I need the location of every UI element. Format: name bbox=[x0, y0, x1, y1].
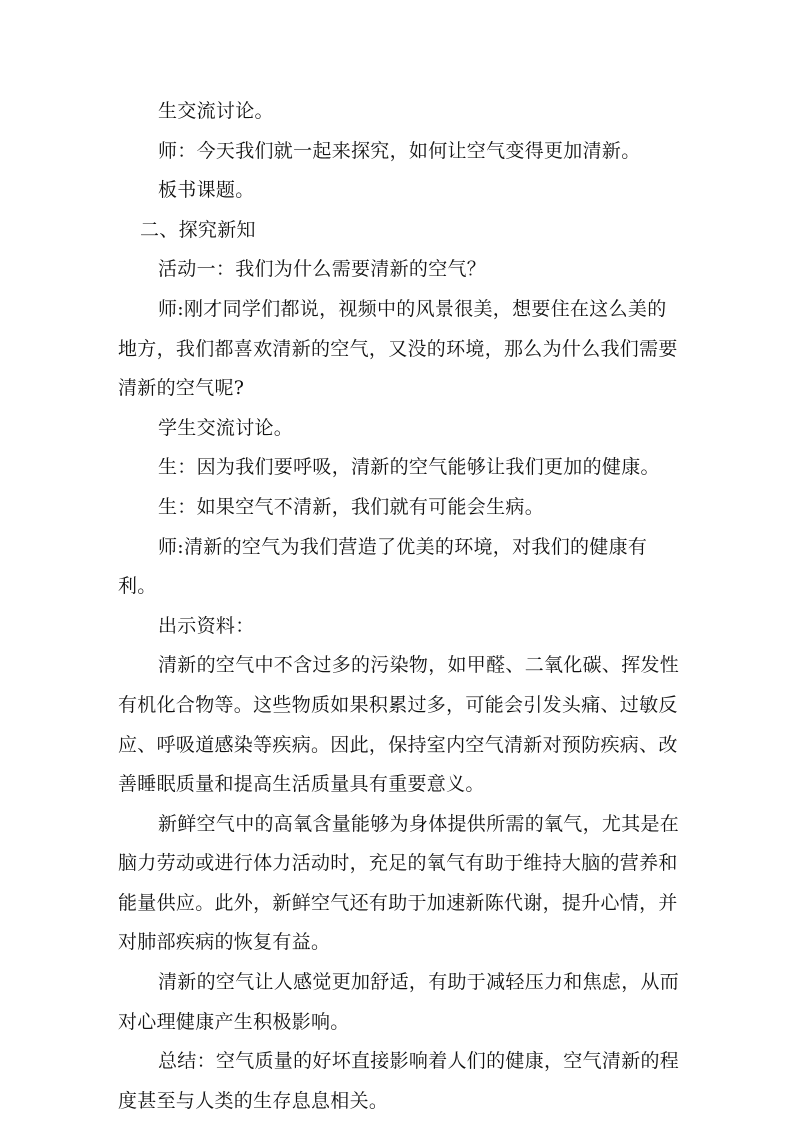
paragraph-material-pollutants: 清新的空气中不含过多的污染物，如甲醛、二氧化碳、挥发性有机化合物等。这些物质如果积累过多，可能会引发头痛、过敏反应、呼吸道感染等疾病。因此，保持室内空气清新对预防疾病、改善睡眠质量和提高生活质量具有重要意义。 bbox=[118, 654, 680, 796]
paragraph-teacher-summary: 师:清新的空气为我们营造了优美的环境，对我们的健康有利。 bbox=[118, 535, 648, 598]
activity-one-title: 活动一：我们为什么需要清新的空气？ bbox=[158, 258, 487, 281]
paragraph-student-answer-1: 生：因为我们要呼吸，清新的空气能够让我们更加的健康。 bbox=[158, 456, 660, 479]
paragraph-student-exchange: 学生交流讨论。 bbox=[158, 416, 294, 439]
paragraph-student-answer-2: 生：如果空气不清新，我们就有可能会生病。 bbox=[158, 495, 545, 518]
paragraph-blackboard-title: 板书课题。 bbox=[158, 179, 255, 202]
paragraph-teacher-intro: 师：今天我们就一起来探究，如何让空气变得更加清新。 bbox=[158, 139, 641, 162]
paragraph-show-materials: 出示资料： bbox=[158, 614, 255, 637]
document-body bbox=[118, 92, 684, 1121]
paragraph-material-oxygen: 新鲜空气中的高氧含量能够为身体提供所需的氧气，尤其是在脑力劳动或进行体力活动时，充足的氧气有助于维持大脑的营养和能量供应。此外，新鲜空气还有助于加速新陈代谢，提升心情，并对肺部疾病的恢复有益。 bbox=[118, 812, 680, 954]
paragraph-teacher-question: 师:刚才同学们都说，视频中的风景很美，想要住在这么美的地方，我们都喜欢清新的空气，又没的环境，那么为什么我们需要清新的空气呢? bbox=[118, 297, 678, 400]
paragraph-student-discussion: 生交流讨论。 bbox=[158, 100, 274, 122]
paragraph-conclusion: 总结：空气质量的好坏直接影响着人们的健康，空气清新的程度甚至与人类的生存息息相关。 bbox=[118, 1050, 680, 1112]
paragraph-material-mental-health: 清新的空气让人感觉更加舒适，有助于减轻压力和焦虑，从而对心理健康产生积极影响。 bbox=[118, 971, 680, 1033]
section-heading-explore: 二、探究新知 bbox=[140, 218, 256, 241]
